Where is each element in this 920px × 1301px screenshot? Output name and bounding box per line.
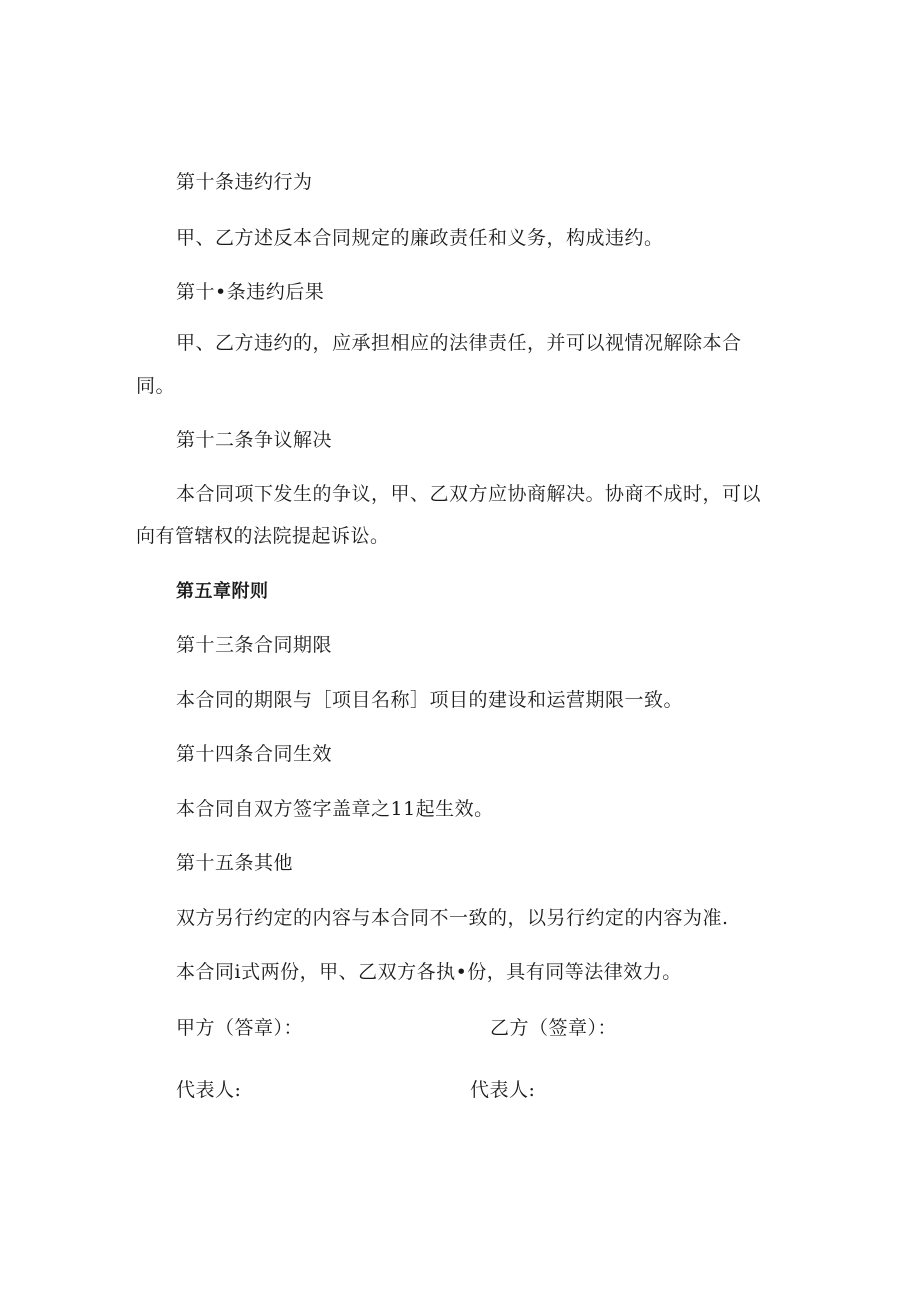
article-11-title: 第十•条违约后果 bbox=[176, 281, 325, 303]
article-14-title: 第十四条合同生效 bbox=[176, 743, 333, 765]
article-13-body: 本合同的期限与［项目名称］项目的建设和运营期限一致。 bbox=[176, 689, 684, 711]
article-11-body-line2: 同。 bbox=[136, 375, 176, 397]
article-13-title: 第十三条合同期限 bbox=[176, 634, 333, 656]
article-15-title: 第十五条其他 bbox=[176, 852, 294, 874]
article-14-body: 本合同自双方签字盖章之11起生效。 bbox=[176, 798, 494, 820]
chapter-5-title: 第五章附则 bbox=[176, 581, 269, 602]
article-12-body-line1: 本合同项下发生的争议，甲、乙双方应协商解决。协商不成时，可以 bbox=[176, 483, 762, 505]
article-10-body: 甲、乙方述反本合同规定的廉政责任和义务，构成违约。 bbox=[176, 227, 664, 249]
article-15-body-2: 本合同i式两份，甲、乙双方各执•份，具有同等法律效力。 bbox=[176, 961, 682, 983]
party-a-signature-label: 甲方（答章）： bbox=[176, 1017, 304, 1039]
article-12-body-line2: 向有管辖权的法院提起诉讼。 bbox=[136, 525, 390, 547]
party-b-signature-label: 乙方（签章）： bbox=[490, 1017, 618, 1039]
article-11-body-line1: 甲、乙方违约的，应承担相应的法律责任，并可以视情况解除本合 bbox=[176, 332, 742, 354]
party-a-representative-label: 代表人: bbox=[176, 1079, 242, 1101]
article-12-title: 第十二条争议解决 bbox=[176, 429, 333, 451]
party-b-representative-label: 代表人: bbox=[470, 1079, 536, 1101]
article-15-body-1: 双方另行约定的内容与本合同不一致的，以另行约定的内容为准. bbox=[176, 907, 729, 929]
article-10-title: 第十条违约行为 bbox=[176, 171, 313, 193]
